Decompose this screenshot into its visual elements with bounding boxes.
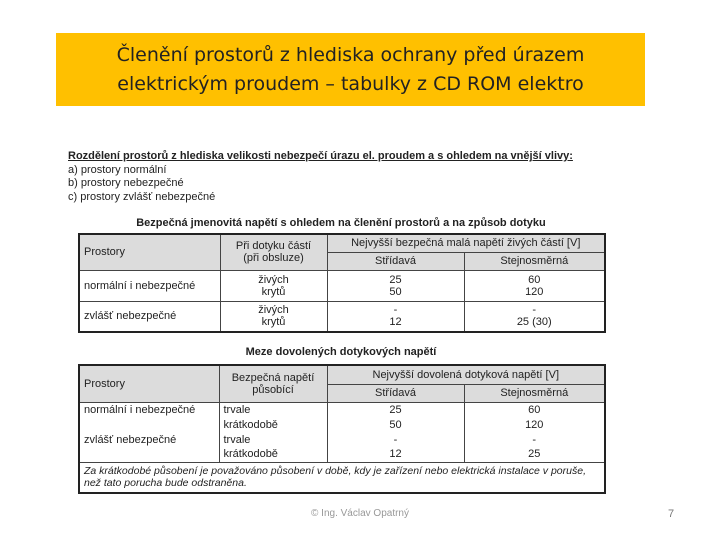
- t1-header-dc: Stejnosměrná: [464, 252, 605, 270]
- table1-caption: Bezpečná jmenovitá napětí s ohledem na členění prostorů a na způsob dotyku: [136, 217, 546, 229]
- cell-ac: 12: [327, 447, 464, 462]
- table-row: [79, 301, 605, 332]
- title-line-2: elektrickým proudem – tabulky z CD ROM elektro: [117, 72, 584, 95]
- footer-author: © Ing. Václav Opatrný: [311, 508, 409, 519]
- cell-dc: 120: [464, 417, 605, 432]
- cell-dc: -: [464, 432, 605, 447]
- v: 50: [389, 285, 402, 298]
- table-row: [79, 432, 605, 447]
- table-row: [79, 417, 605, 432]
- cell-ac: 50: [327, 417, 464, 432]
- page-number: 7: [668, 508, 675, 520]
- table2: [78, 364, 606, 494]
- v: 25: [389, 273, 402, 286]
- intro-item: a) prostory normální: [68, 163, 167, 176]
- table-row: [79, 402, 605, 417]
- t2-header-space: Prostory: [79, 365, 219, 402]
- table-row: [79, 270, 605, 301]
- t1-h-contact1: Při dotyku částí: [235, 240, 312, 253]
- t2-h-v2: působící: [252, 383, 294, 396]
- table2-note: Za krátkodobé působení je považováno působení v době, kdy je zařízení nebo elektrická instalace v poruše, než tato porucha bude odstraněna.: [79, 462, 605, 493]
- t2-header-group: Nejvyšší dovolená dotyková napětí [V]: [327, 365, 605, 384]
- cell-contact: [220, 301, 327, 332]
- cell-space: normální i nebezpečné: [79, 402, 219, 417]
- cell-dc: 60: [464, 402, 605, 417]
- cell-duration: krátkodobě: [219, 447, 327, 462]
- t1-header-contact: [220, 234, 327, 270]
- cell-space: zvlášť nebezpečné: [79, 301, 220, 332]
- t1-header-group: Nejvyšší bezpečná malá napětí živých částí [V]: [327, 234, 605, 252]
- t1-header-space: Prostory: [79, 234, 220, 270]
- t2-header-dc: Stejnosměrná: [464, 384, 605, 402]
- cell-dc: [464, 301, 605, 332]
- cell-contact: [220, 270, 327, 301]
- table-row: [79, 447, 605, 462]
- v: 12: [389, 316, 402, 329]
- table2-caption: Meze dovolených dotykových napětí: [245, 346, 437, 358]
- intro-item: c) prostory zvlášť nebezpečné: [68, 190, 216, 203]
- intro-text: [68, 150, 573, 204]
- v: -: [532, 304, 537, 317]
- t1-header-ac: Střídavá: [327, 252, 464, 270]
- v: 25 (30): [516, 316, 552, 329]
- v: 120: [525, 285, 544, 298]
- v: živých: [258, 304, 289, 317]
- t1-h-contact2: (při obsluze): [243, 252, 304, 265]
- cell-dc: [464, 270, 605, 301]
- cell-dc: 25: [464, 447, 605, 462]
- title-line-1: Členění prostorů z hlediska ochrany před úrazem: [116, 43, 585, 66]
- cell-duration: trvale: [219, 432, 327, 447]
- cell-ac: [327, 270, 464, 301]
- cell-ac: [327, 301, 464, 332]
- table1: [78, 233, 606, 333]
- t2-h-v1: Bezpečná napětí: [231, 371, 315, 384]
- cell-space: zvlášť nebezpečné: [79, 432, 219, 447]
- intro-heading: Rozdělení prostorů z hlediska velikosti nebezpečí úrazu el. proudem a s ohledem na vnější vlivy:: [68, 150, 573, 162]
- v: krytů: [261, 316, 286, 329]
- cell-ac: -: [327, 432, 464, 447]
- cell-duration: krátkodobě: [219, 417, 327, 432]
- intro-item: b) prostory nebezpečné: [68, 177, 184, 189]
- cell-ac: 25: [327, 402, 464, 417]
- cell-space: [79, 447, 219, 462]
- v: živých: [258, 273, 289, 286]
- t2-header-ac: Střídavá: [327, 384, 464, 402]
- t2-header-voltage: [219, 365, 327, 402]
- v: -: [393, 304, 398, 317]
- v: krytů: [261, 285, 286, 298]
- slide-title: [56, 33, 645, 106]
- cell-duration: trvale: [219, 402, 327, 417]
- cell-space: normální i nebezpečné: [79, 270, 220, 301]
- v: 60: [528, 273, 541, 286]
- cell-space: [79, 417, 219, 432]
